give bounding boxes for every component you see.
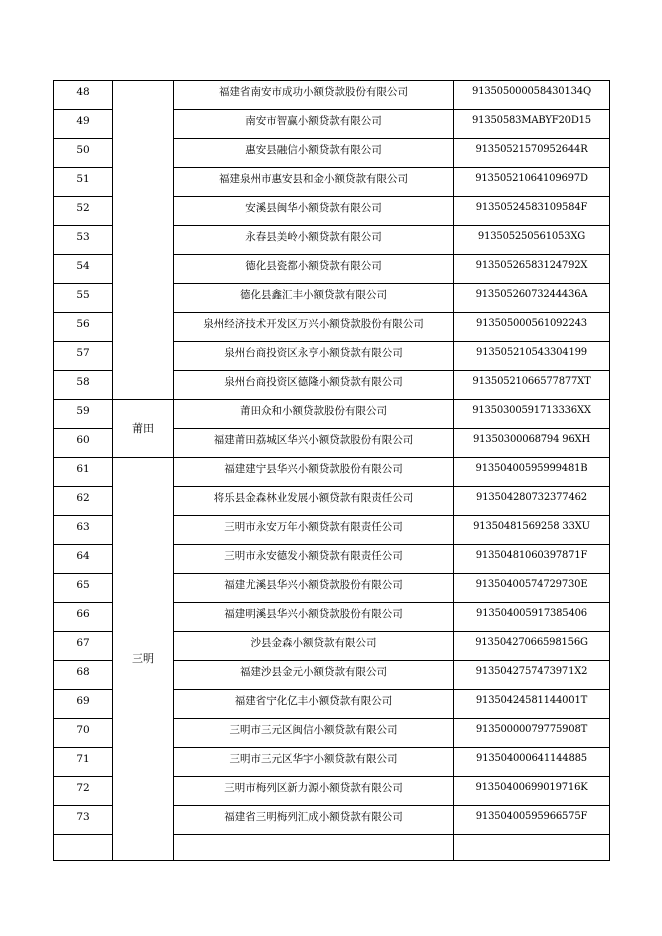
row-number: 64: [54, 545, 113, 574]
row-number: 58: [54, 371, 113, 400]
row-number: 72: [54, 777, 113, 806]
row-number: 69: [54, 690, 113, 719]
credit-code: 9135042757473971X2: [454, 661, 610, 690]
row-number: 62: [54, 487, 113, 516]
table-row: [54, 458, 610, 487]
credit-code: 91350481569258 33XU: [454, 516, 610, 545]
credit-code: 913505000058430134Q: [454, 81, 610, 110]
credit-code: 91350481060397871F: [454, 545, 610, 574]
credit-code: 91350427066598156G: [454, 632, 610, 661]
company-name: 福建省南安市成功小额贷款股份有限公司: [174, 81, 454, 110]
row-number: 57: [54, 342, 113, 371]
row-number: 51: [54, 168, 113, 197]
row-number: 63: [54, 516, 113, 545]
row-number: 49: [54, 110, 113, 139]
credit-code: 913504280732377462: [454, 487, 610, 516]
row-number: 50: [54, 139, 113, 168]
credit-code: 91350583MABYF20D15: [454, 110, 610, 139]
company-name: 沙县金森小额贷款有限公司: [174, 632, 454, 661]
company-name: 泉州台商投资区永亨小额贷款有限公司: [174, 342, 454, 371]
company-name: 惠安县融信小额贷款有限公司: [174, 139, 454, 168]
company-name: 永春县美岭小额贷款有限公司: [174, 226, 454, 255]
credit-code: 91350424581144001T: [454, 690, 610, 719]
company-name: 莆田众和小额贷款股份有限公司: [174, 400, 454, 429]
row-number: 54: [54, 255, 113, 284]
row-number: 56: [54, 313, 113, 342]
company-name: 三明市梅列区新力源小额贷款有限公司: [174, 777, 454, 806]
company-name: 德化县鑫汇丰小额贷款有限公司: [174, 284, 454, 313]
row-number: 65: [54, 574, 113, 603]
credit-code: 913505000561092243: [454, 313, 610, 342]
empty-cell: [54, 835, 113, 861]
company-name: 泉州经济技术开发区万兴小额贷款股份有限公司: [174, 313, 454, 342]
row-number: 66: [54, 603, 113, 632]
row-number: 61: [54, 458, 113, 487]
row-number: 48: [54, 81, 113, 110]
company-name: 三明市永安德发小额贷款有限责任公司: [174, 545, 454, 574]
company-name: 南安市智赢小额贷款有限公司: [174, 110, 454, 139]
table-row: [54, 81, 610, 110]
credit-code: 91350521064109697D: [454, 168, 610, 197]
company-name: 三明市三元区闽信小额贷款有限公司: [174, 719, 454, 748]
row-number: 53: [54, 226, 113, 255]
credit-code: 91350300068794 96XH: [454, 429, 610, 458]
company-name: 福建省三明梅列汇成小额贷款有限公司: [174, 806, 454, 835]
company-name: 福建明溪县华兴小额贷款股份有限公司: [174, 603, 454, 632]
credit-code: 91350524583109584F: [454, 197, 610, 226]
company-name: 福建沙县金元小额贷款有限公司: [174, 661, 454, 690]
row-number: 59: [54, 400, 113, 429]
empty-cell: [454, 835, 610, 861]
row-number: 70: [54, 719, 113, 748]
row-number: 73: [54, 806, 113, 835]
region-cell-sanming: 三明: [113, 458, 174, 861]
row-number: 55: [54, 284, 113, 313]
row-number: 60: [54, 429, 113, 458]
credit-code: 91350521066577877XT: [454, 371, 610, 400]
credit-code: 91350400574729730E: [454, 574, 610, 603]
credit-code: 91350300591713336XX: [454, 400, 610, 429]
credit-code: 91350400595966575F: [454, 806, 610, 835]
company-name: 三明市永安万年小额贷款有限责任公司: [174, 516, 454, 545]
credit-code: 913505250561053XG: [454, 226, 610, 255]
company-name: 福建建宁县华兴小额贷款股份有限公司: [174, 458, 454, 487]
credit-code: 91350521570952644R: [454, 139, 610, 168]
table-row: [54, 400, 610, 429]
company-name: 三明市三元区华宇小额贷款有限公司: [174, 748, 454, 777]
company-name: 泉州台商投资区德隆小额贷款有限公司: [174, 371, 454, 400]
row-number: 71: [54, 748, 113, 777]
credit-code: 913505210543304199: [454, 342, 610, 371]
company-name: 福建尤溪县华兴小额贷款股份有限公司: [174, 574, 454, 603]
credit-code: 913504000641144885: [454, 748, 610, 777]
credit-code: 91350000079775908T: [454, 719, 610, 748]
company-name: 将乐县金森林业发展小额贷款有限责任公司: [174, 487, 454, 516]
credit-code: 91350526583124792X: [454, 255, 610, 284]
row-number: 67: [54, 632, 113, 661]
credit-code: 91350400699019716K: [454, 777, 610, 806]
registry-table-body: [54, 81, 610, 861]
registry-table: [53, 80, 610, 861]
region-cell-quanzhou: [113, 81, 174, 400]
empty-cell: [174, 835, 454, 861]
row-number: 68: [54, 661, 113, 690]
company-name: 福建莆田荔城区华兴小额贷款股份有限公司: [174, 429, 454, 458]
company-name: 德化县瓷都小额贷款有限公司: [174, 255, 454, 284]
row-number: 52: [54, 197, 113, 226]
company-name: 福建省宁化亿丰小额贷款有限公司: [174, 690, 454, 719]
region-cell-putian: 莆田: [113, 400, 174, 458]
credit-code: 913504005917385406: [454, 603, 610, 632]
company-name: 安溪县闽华小额贷款有限公司: [174, 197, 454, 226]
company-name: 福建泉州市惠安县和金小额贷款有限公司: [174, 168, 454, 197]
credit-code: 91350526073244436A: [454, 284, 610, 313]
credit-code: 91350400595999481B: [454, 458, 610, 487]
